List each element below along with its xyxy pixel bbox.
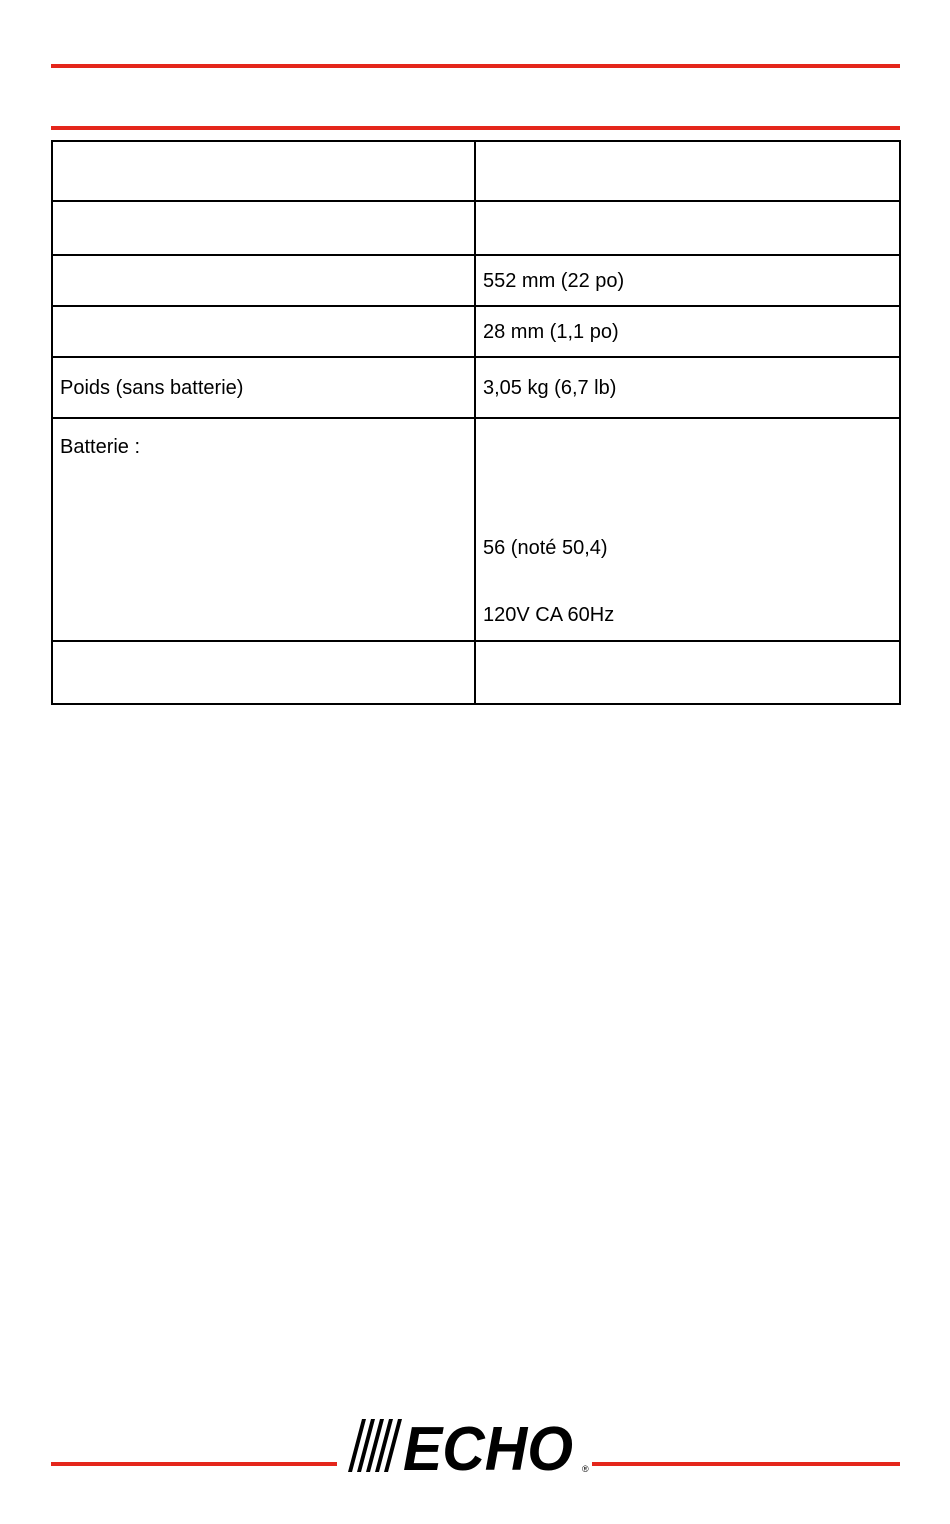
- footer-left-rule: [51, 1462, 337, 1466]
- row-value: [475, 201, 900, 255]
- battery-values: [475, 418, 900, 641]
- row-label: [52, 306, 475, 357]
- row-value: [475, 641, 900, 704]
- row-label: [52, 255, 475, 306]
- row-label: [52, 641, 475, 704]
- row-label: [52, 201, 475, 255]
- specifications-table: [51, 140, 901, 705]
- charger-power: 120V CA 60Hz: [483, 604, 615, 626]
- battery-label: Batterie :: [52, 418, 475, 641]
- battery-row: [52, 418, 900, 641]
- registered-mark: ®: [582, 1464, 589, 1474]
- table-row: [52, 201, 900, 255]
- echo-logo: [342, 1416, 590, 1474]
- row-label: [52, 141, 475, 201]
- row-label: Poids (sans batterie): [52, 357, 475, 418]
- table-row: [52, 357, 900, 418]
- table-row: [52, 306, 900, 357]
- row-value: 28 mm (1,1 po): [475, 306, 900, 357]
- table-row: [52, 141, 900, 201]
- footer-right-rule: [592, 1462, 900, 1466]
- row-value: [475, 141, 900, 201]
- table-row: [52, 641, 900, 704]
- logo-text: ECHO: [403, 1416, 573, 1474]
- row-value: 3,05 kg (6,7 lb): [475, 357, 900, 418]
- header-bottom-rule: [51, 126, 900, 130]
- battery-voltage: 56 (noté 50,4): [483, 537, 608, 559]
- row-value: 552 mm (22 po): [475, 255, 900, 306]
- table-row: [52, 255, 900, 306]
- header-top-rule: [51, 64, 900, 68]
